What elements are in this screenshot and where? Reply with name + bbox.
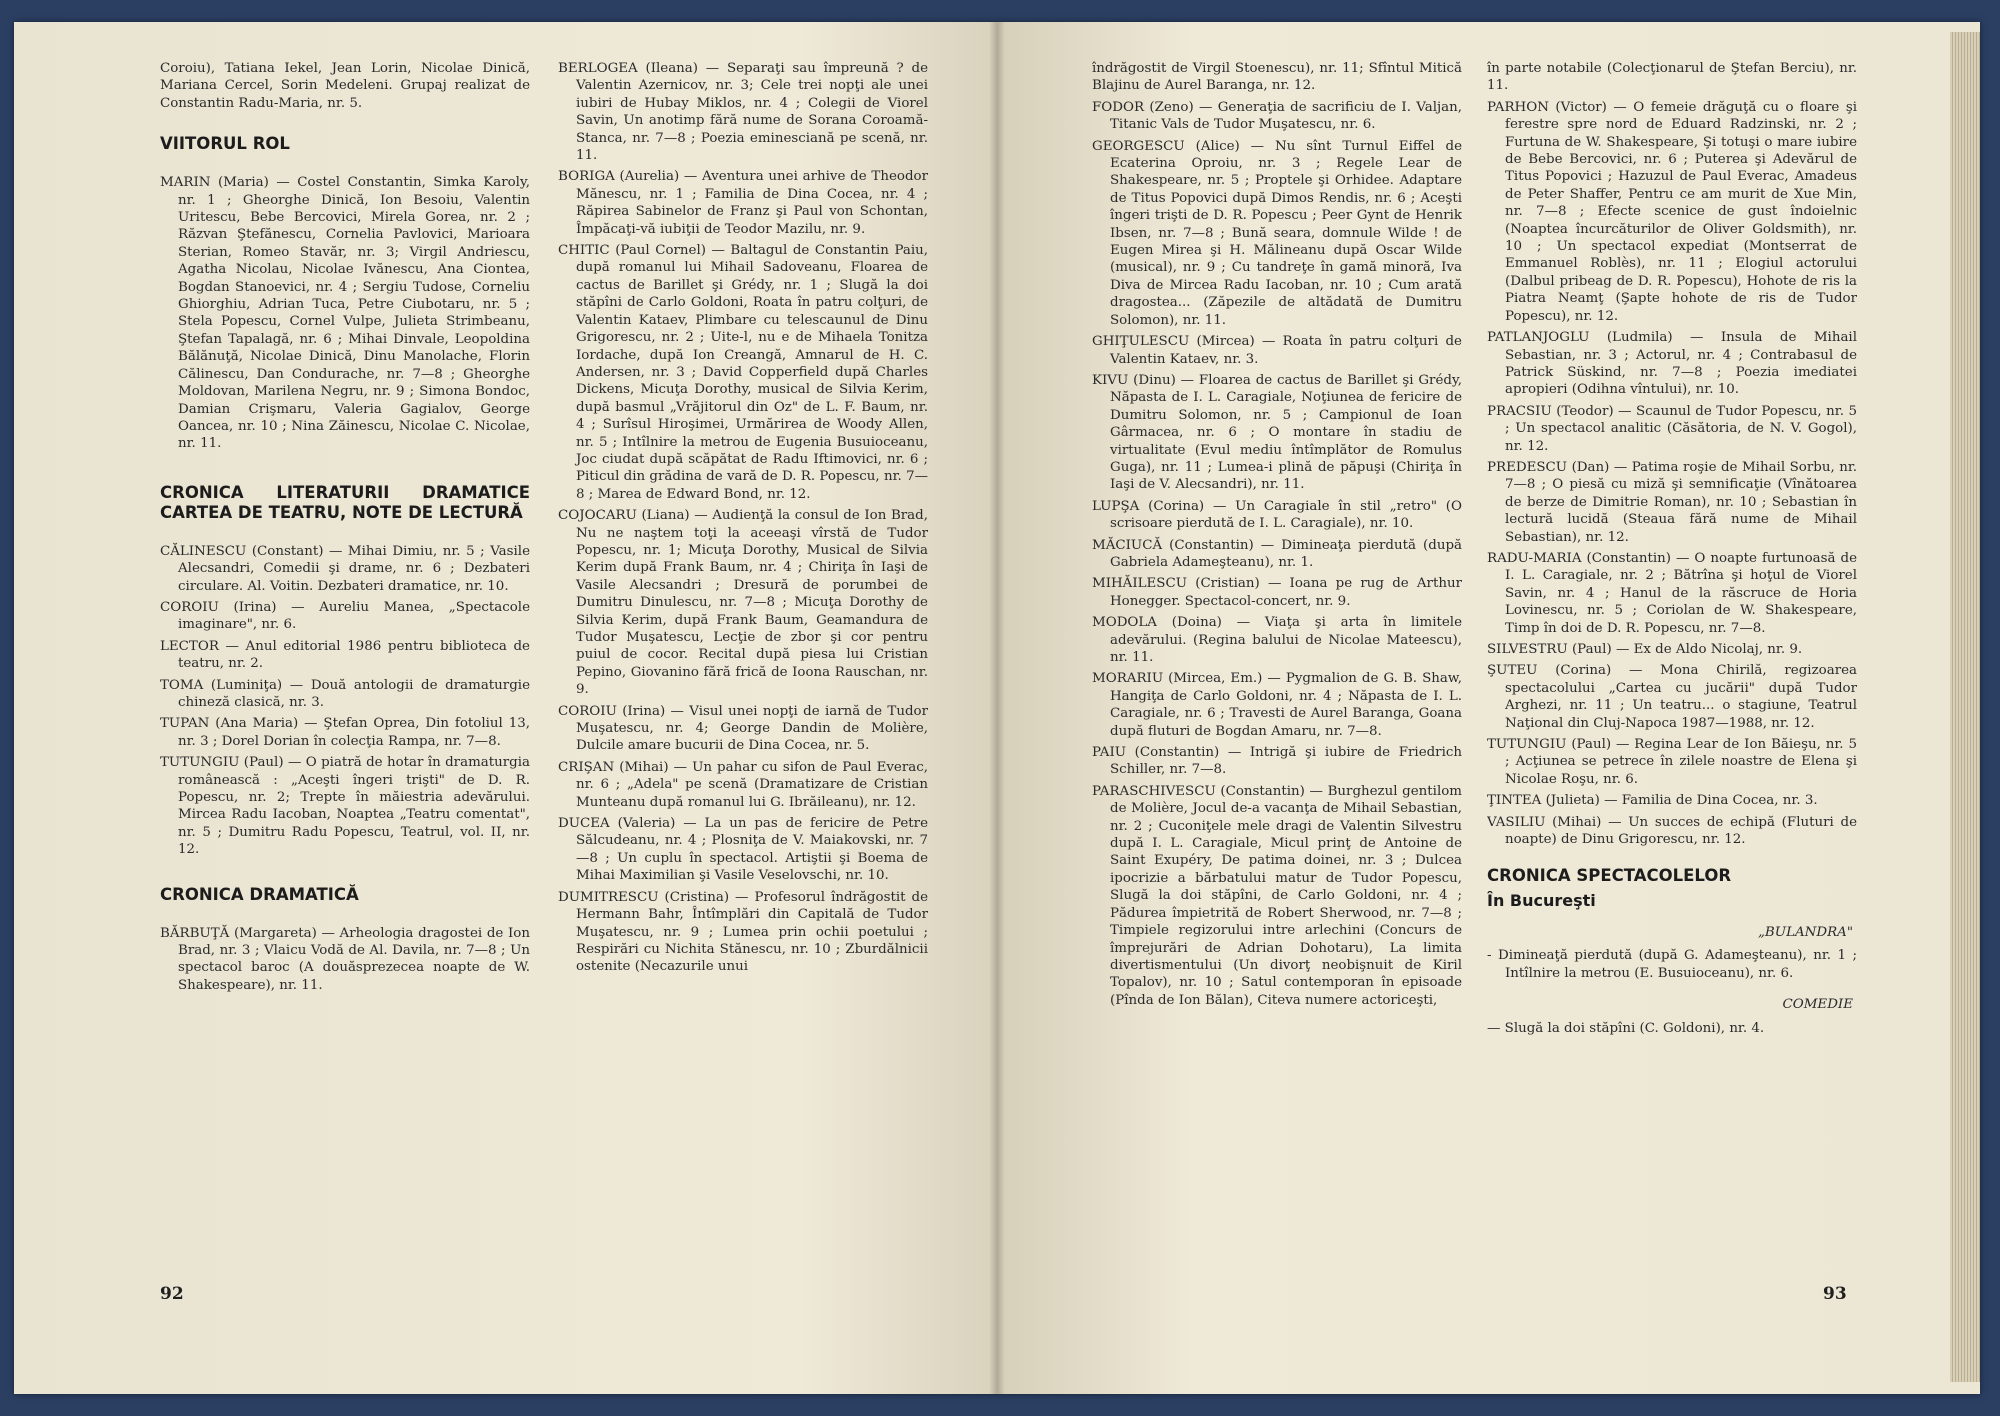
entry: VASILIU (Mihai) — Un succes de echipă (Fluturi de noapte) de Dinu Grigorescu, nr. 12. <box>1487 814 1857 848</box>
section-heading-cronica-dramatica: CRONICA DRAMATICĂ <box>160 884 359 904</box>
venue-comedie: COMEDIE <box>1782 997 1853 1013</box>
right-page-column-2 <box>1487 60 1857 1340</box>
entry: MĂCIUCĂ (Constantin) — Dimineaţa pierdută (după Gabriela Adameşteanu), nr. 1. <box>1092 537 1462 570</box>
subheading-bucuresti: În Bucureşti <box>1487 891 1596 911</box>
section-heading-cronica-literaturii: CRONICA LITERATURII DRAMATICE CARTEA DE TEATRU, NOTE DE LECTURĂ <box>160 482 530 522</box>
entry: CRIŞAN (Mihai) — Un pahar cu sifon de Paul Everac, nr. 6 ; „Adela" pe scenă (Dramatizare de Cristian Munteanu după romanul lui G. Ibrăileanu), nr. 12. <box>558 759 928 810</box>
entry: PARASCHIVESCU (Constantin) — Burghezul gentilom de Molière, Jocul de-a vacanţa de Mihail Sebastian, nr. 2 ; Cuconiţele mele dragi de Valentin Silvestru după I. L. Caragiale, Micul prinţ de Antoine de Saint Exupéry, De patima doinei, nr. 3 ; Dulcea ipocrizie a bărbatului matur de Tudor Popescu, Slugă la doi stăpîni, de Carlo Goldoni, nr. 4 ; Pădurea împietrită de Robert Sherwood, nr. 7—8 ; Timpiele regizorului intre arlechini (Concurs de împrejurări de Adrian Dohotaru), La limita divertismentului (Un divorţ neobişnuit de Kiril Topalov), nr. 10 ; Satul contemporan în episoade (Pînda de Ion Bălan), Citeva numere actoriceşti, <box>1092 783 1462 1008</box>
entry: CHITIC (Paul Cornel) — Baltagul de Constantin Paiu, după romanul lui Mihail Sadoveanu, Floarea de cactus de Barillet şi Grédy, nr. 1 ; Slugă la doi stăpîni de Carlo Goldoni, Roata în patru colţuri, de Valentin Kataev, Plimbare cu telescaunul de Dinu Grigorescu, nr. 2 ; Uite-l, nu e de Mihaela Tonitza Iordache, după Ion Creangă, Amnarul de H. C. Andersen, nr. 3 ; David Copperfield după Charles Dickens, Micuţa Dorothy, musical de Silvia Kerim, după basmul „Vrăjitorul din Oz" de L. F. Baum, nr. 4 ; Surîsul Hiroşimei, Urmărirea de Woody Allen, nr. 5 ; Intîlnire la metrou de Eugenia Busuioceanu, Joc ciudat după scăpătat de Radu Iftimovici, nr. 6 ; Piticul din grădina de vară de D. R. Popescu, nr. 7—8 ; Marea de Edward Bond, nr. 12. <box>558 243 928 502</box>
section-heading-cronica-spectacolelor: CRONICA SPECTACOLELOR <box>1487 866 1732 886</box>
book-gutter <box>989 22 1005 1394</box>
entry: COJOCARU (Liana) — Audienţă la consul de Ion Brad, Nu ne naştem toţi la aceeaşi vîrstă de Tudor Popescu, nr. 1; Micuţa Dorothy, Musical de Silvia Kerim după Frank Baum, nr. 4 ; Chiriţa în Iaşi de Vasile Alecsandri ; Dresură de porumbei de Dumitru Dinulescu, nr. 7—8 ; Micuţa Dorothy de Silvia Kerim, după Frank Baum, Geamandura de Tudor Muşatescu, Lecţie de zbor şi cor pentru puiul de cocor. Recital după piesa lui Cristian Pepino, Giovanino fără frică de Ioona Rauschan, nr. 9. <box>558 508 928 698</box>
entry: TUTUNGIU (Paul) — Regina Lear de Ion Băieşu, nr. 5 ; Acţiunea se petrece în zilele noastre de Elena şi Nicolae Roşu, nr. 6. <box>1487 737 1857 787</box>
entry: KIVU (Dinu) — Floarea de cactus de Barillet şi Grédy, Năpasta de I. L. Caragiale, Noţiunea de fericire de Dumitru Solomon, nr. 5 ; Campionul de Ioan Gârmacea, nr. 6 ; O montare în stadiu de virtualitate (Evul mediu întîmplător de Romulus Guga), nr. 11 ; Lumea-i plină de păpuşi (Chiriţa în Iaşi de V. Alecsandri), nr. 11. <box>1092 372 1462 493</box>
entry: TOMA (Luminiţa) — Două antologii de dramaturgie chineză clasică, nr. 3. <box>160 677 530 710</box>
entry: FODOR (Zeno) — Generaţia de sacrificiu de I. Valjan, Titanic Vals de Tudor Muşatescu, nr. 6. <box>1092 99 1462 133</box>
left-page <box>14 22 997 1394</box>
page-number-left: 92 <box>160 1284 184 1304</box>
entry: îndrăgostit de Virgil Stoenescu), nr. 11; Sfîntul Mitică Blajinu de Aurel Baranga, nr. 12. <box>1092 61 1462 94</box>
entry: în parte notabile (Colecţionarul de Ştefan Berciu), nr. 11. <box>1487 61 1857 94</box>
entry: RADU-MARIA (Constantin) — O noapte furtunoasă de I. L. Caragiale, nr. 2 ; Bătrîna şi hoţul de Viorel Savin, nr. 4 ; Hanul de la răscruce de Horia Lovinescu, nr. 5 ; Coriolan de W. Shakespeare, Timp în doi de D. R. Popescu, nr. 7—8. <box>1487 550 1857 636</box>
entry: DUCEA (Valeria) — La un pas de fericire de Petre Sălcudeanu, nr. 4 ; Plosniţa de V. Maiakovski, nr. 7—8 ; Un cuplu în spectacol. Artiştii şi Boema de Mihai Maximilian şi Vasile Veselovschi, nr. 10. <box>558 816 928 884</box>
section-heading-viitorul-rol: VIITORUL ROL <box>160 134 290 154</box>
entry-marin: MARIN (Maria) — Costel Constantin, Simka Karoly, nr. 1 ; Gheorghe Dinică, Ion Besoiu, Valentin Uritescu, Bebe Bercovici, Mirela Gorea, nr. 2 ; Răzvan Ştefănescu, Cornelia Pavlovici, Marioara Sterian, Romeo Stavăr, nr. 3; Virgil Andriescu, Agatha Nicolau, Nicolae Ivănescu, Ana Ciontea, Bogdan Stanoevici, nr. 4 ; Sergiu Tudose, Corneliu Ghiorghiu, Adrian Tuca, Petre Ciubotaru, nr. 5 ; Stela Popescu, Cornel Vulpe, Julieta Strimbeanu, Ştefan Tapalagă, nr. 6 ; Mihai Dinvale, Leopoldina Bălănuţă, Nicolae Dinică, Dinu Manolache, Florin Călinescu, Dan Condurache, nr. 7—8 ; Gheorghe Moldovan, Marilena Negru, nr. 9 ; Simona Bondoc, Damian Crişmaru, Valeria Gagialov, George Oancea, nr. 10 ; Nina Zăinescu, Nicolae C. Nicolae, nr. 11. <box>160 175 530 452</box>
entry: LECTOR — Anul editorial 1986 pentru biblioteca de teatru, nr. 2. <box>160 638 530 672</box>
entry: TUPAN (Ana Maria) — Ştefan Oprea, Din fotoliul 13, nr. 3 ; Dorel Dorian în colecţia Rampa, nr. 7—8. <box>160 716 530 749</box>
entry: GEORGESCU (Alice) — Nu sînt Turnul Eiffel de Ecaterina Oproiu, nr. 3 ; Regele Lear de Shakespeare, nr. 5 ; Proptele şi Orhidee. Adaptare de Titus Popovici după Dimos Rendis, nr. 6 ; Aceşti îngeri trişti de D. R. Popescu ; Peer Gynt de Henrik Ibsen, nr. 7—8 ; Bună seara, domnule Wilde ! de Eugen Mirea şi H. Mălineanu după Oscar Wilde (musical), nr. 9 ; Cu tandreţe în gamă minoră, Iva Diva de Mircea Radu Iacoban, nr. 10 ; Cum arată dragostea... (Zăpezile de altădată de Dumitru Solomon), nr. 11. <box>1092 138 1462 328</box>
entry: ŢINTEA (Julieta) — Familia de Dina Cocea, nr. 3. <box>1487 793 1818 809</box>
entry: BORIGA (Aurelia) — Aventura unei arhive de Theodor Mănescu, nr. 1 ; Familia de Dina Cocea, nr. 4 ; Răpirea Sabinelor de Franz şi Paul von Schontan, Împăcaţi-vă iubiţii de Teodor Mazilu, nr. 9. <box>558 169 928 237</box>
entry: PRACSIU (Teodor) — Scaunul de Tudor Popescu, nr. 5 ; Un spectacol analitic (Căsătoria, de N. V. Gogol), nr. 12. <box>1487 403 1857 454</box>
entry: PAIU (Constantin) — Intrigă şi iubire de Friedrich Schiller, nr. 7—8. <box>1092 745 1462 778</box>
entry: LUPŞA (Corina) — Un Caragiale în stil „retro" (O scrisoare pierdută de I. L. Caragiale), nr. 10. <box>1092 498 1462 532</box>
entry: TUTUNGIU (Paul) — O piatră de hotar în dramaturgia românească : „Aceşti îngeri trişti" de D. R. Popescu, nr. 2; Trepte în măiestria adevărului. Mircea Radu Iacoban, Noaptea „Teatru comentat", nr. 5 ; Dumitru Radu Popescu, Teatrul, vol. II, nr. 12. <box>160 755 530 858</box>
left-page-column-1 <box>160 60 530 1340</box>
entry-barbuta: BĂRBUŢĂ (Margareta) — Arheologia dragostei de Ion Brad, nr. 3 ; Vlaicu Vodă de Al. Davila, nr. 7—8 ; Un spectacol baroc (A douăsprezecea noapte de W. Shakespeare), nr. 11. <box>160 925 530 993</box>
entry: - Dimineaţă pierdută (după G. Adameşteanu), nr. 1 ; Intîlnire la metrou (E. Busuioceanu), nr. 6. <box>1487 948 1857 981</box>
right-page-column-1 <box>1092 60 1462 1340</box>
book-spread <box>14 22 1980 1394</box>
venue-bulandra: „BULANDRA" <box>1758 924 1853 940</box>
page-number-right: 93 <box>1823 1284 1847 1304</box>
left-page-column-2 <box>558 60 928 1340</box>
entry: MODOLA (Doina) — Viaţa şi arta în limitele adevărului. (Regina balului de Nicolae Mateescu), nr. 11. <box>1092 615 1462 665</box>
entry: BERLOGEA (Ileana) — Separaţi sau împreună ? de Valentin Azernicov, nr. 3; Cele trei nopţi ale unei iubiri de Hubay Miklos, nr. 4 ; Colegii de Viorel Savin, Un anotimp fără nume de Sorana Coroamă-Stanca, nr. 7—8 ; Poezia eminesciană pe scenă, nr. 11. <box>558 61 928 164</box>
intro-paragraph: Coroiu), Tatiana Iekel, Jean Lorin, Nicolae Dinică, Mariana Cercel, Sorin Medeleni. Grupaj realizat de Constantin Radu-Maria, nr. 5. <box>160 61 530 111</box>
entry: COROIU (Irina) — Aureliu Manea, „Spectacole imaginare", nr. 6. <box>160 599 530 633</box>
entry: ŞUTEU (Corina) — Mona Chirilă, regizoarea spectacolului „Cartea cu jucării" după Tudor Arghezi, nr. 11 ; Un teatru... o stagiune, Teatrul Naţional din Cluj-Napoca 1987—1988, nr. 12. <box>1487 663 1857 731</box>
entry: — Slugă la doi stăpîni (C. Goldoni), nr. 4. <box>1487 1020 1765 1036</box>
entry: MIHĂILESCU (Cristian) — Ioana pe rug de Arthur Honegger. Spectacol-concert, nr. 9. <box>1092 576 1462 609</box>
entry: MORARIU (Mircea, Em.) — Pygmalion de G. B. Shaw, Hangiţa de Carlo Goldoni, nr. 4 ; Năpasta de I. L. Caragiale, nr. 6 ; Travesti de Aurel Baranga, Goana după fluturi de Bogdan Amaru, nr. 7—8. <box>1092 671 1462 739</box>
entry: PATLANJOGLU (Ludmila) — Insula de Mihail Sebastian, nr. 3 ; Actorul, nr. 4 ; Contrabasul de Patrick Süskind, nr. 7—8 ; Poezia imediatei apropieri (Odihna vîntului), nr. 10. <box>1487 330 1857 398</box>
entry: PARHON (Victor) — O femeie drăguţă cu o floare şi ferestre spre nord de Eduard Radzinski, nr. 2 ; Furtuna de W. Shakespeare, Şi totuşi o mare iubire de Bebe Bercovici, nr. 6 ; Puterea şi Adevărul de Titus Popovici ; Hazuzul de Paul Everac, Amadeus de Peter Shaffer, Pentru ce am murit de Xue Min, nr. 7—8 ; Efecte scenice de gust îndoielnic (Noaptea încurcăturilor de Oliver Goldsmith), nr. 10 ; Un spectacol expediat (Montserrat de Emmanuel Roblès), nr. 11 ; Elogiul actorului (Dalbul pribeag de D. R. Popescu), Hohote de ris la Piatra Neamţ (Şapte hohote de ris de Tudor Popescu), nr. 12. <box>1487 99 1857 324</box>
entry: DUMITRESCU (Cristina) — Profesorul îndrăgostit de Hermann Bahr, Întîmplări din Capitală de Tudor Muşatescu, nr. 9 ; Lumea prin ochii poetului ; Respirări cu Nichita Stănescu, nr. 10 ; Zburdălnicii ostenite (Necazurile unui <box>558 889 928 975</box>
page-edges <box>1950 32 1980 1382</box>
entry: GHIŢULESCU (Mircea) — Roata în patru colţuri de Valentin Kataev, nr. 3. <box>1092 334 1462 367</box>
right-page <box>997 22 1980 1394</box>
entry: CĂLINESCU (Constant) — Mihai Dimiu, nr. 5 ; Vasile Alecsandri, Comedii şi drame, nr. 6 ; Dezbateri circulare. Al. Voitin. Dezbateri dramatice, nr. 10. <box>160 543 530 594</box>
entry: PREDESCU (Dan) — Patima roşie de Mihail Sorbu, nr. 7—8 ; O piesă cu miză şi semnificaţie (Vînătoarea de berze de Dimitrie Roman), nr. 10 ; Sebastian în lectură lucidă (Steaua fără nume de Mihail Sebastian), nr. 12. <box>1487 459 1857 545</box>
entry: COROIU (Irina) — Visul unei nopţi de iarnă de Tudor Muşatescu, nr. 4; George Dandin de Molière, Dulcile amare bucurii de Dina Cocea, nr. 5. <box>558 703 928 754</box>
entry: SILVESTRU (Paul) — Ex de Aldo Nicolaj, nr. 9. <box>1487 642 1803 657</box>
